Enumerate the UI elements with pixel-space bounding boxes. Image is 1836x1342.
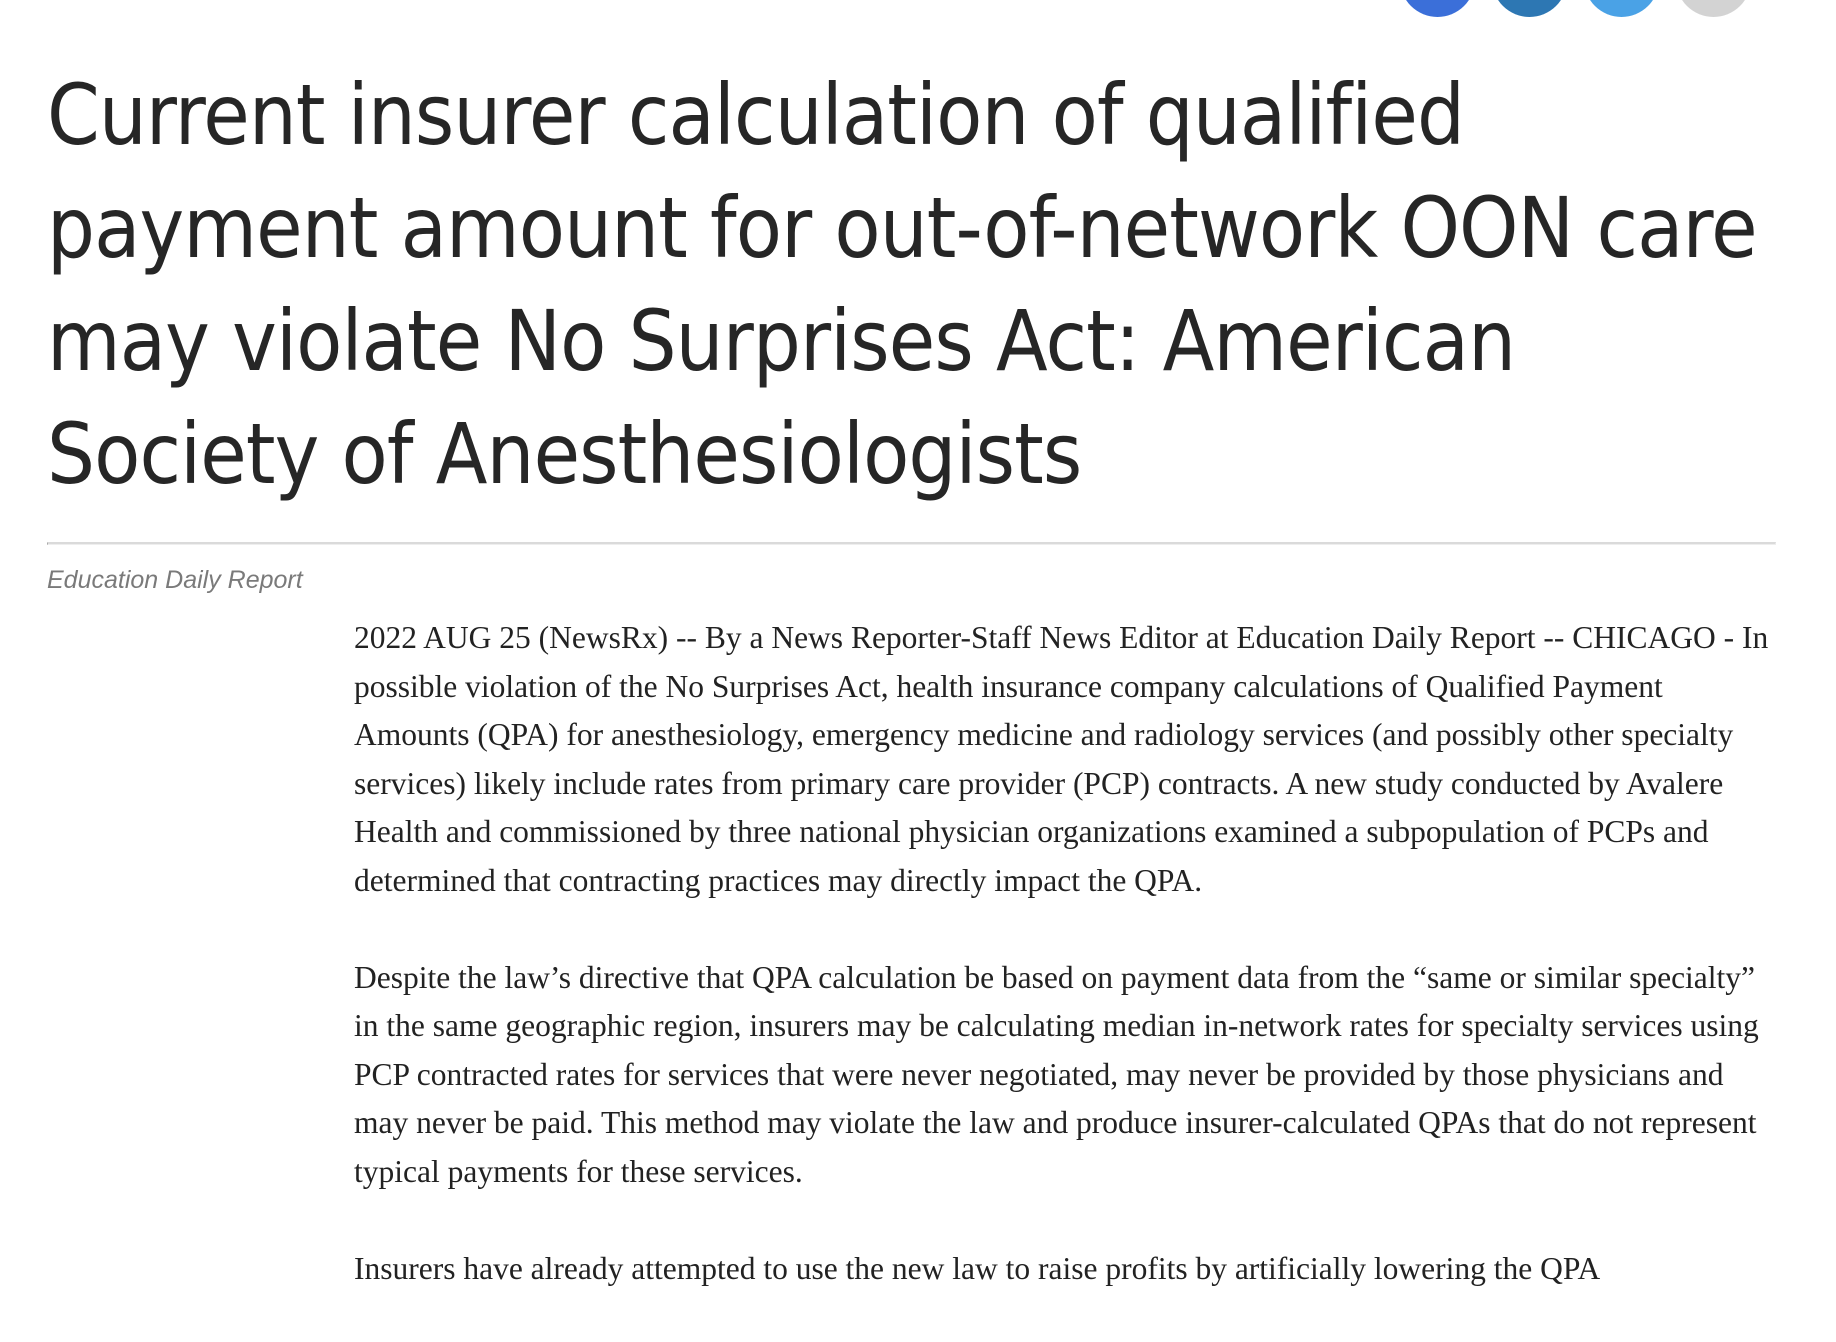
headline-divider xyxy=(47,542,1776,545)
article-paragraph: 2022 AUG 25 (NewsRx) -- By a News Reporter-Staff News Editor at Education Daily Report -- CHICAGO - In possible violation of the No Surprises Act, health insurance company calculations of Qualified Payment Amounts (QPA) for anesthesiology, emergency medicine and radiology services (and possibly other specialty services) likely include rates from primary care provider (PCP) contracts. A new study conducted by Avalere Health and commissioned by three national physician organizations examined a subpopulation of PCPs and determined that contracting practices may directly impact the QPA. xyxy=(354,620,1769,898)
article-headline: Current insurer calculation of qualified payment amount for out-of-network OON care may violate No Surprises Act: American Society of Anesthesiologists xyxy=(47,66,1757,503)
article-body xyxy=(354,614,1774,1342)
article-source: Education Daily Report xyxy=(47,566,303,594)
article-paragraph: Despite the law’s directive that QPA calculation be based on payment data from the “same or similar specialty” in the same geographic region, insurers may be calculating median in-network rates for specialty services using PCP contracted rates for services that were never negotiated, may never be provided by those physicians and may never be paid. This method may violate the law and produce insurer-calculated QPAs that do not represent typical payments for these services. xyxy=(354,959,1759,1189)
article-paragraph: Insurers have already attempted to use the new law to raise profits by artificially lowering the QPA xyxy=(354,1250,1601,1286)
article xyxy=(47,0,1775,511)
